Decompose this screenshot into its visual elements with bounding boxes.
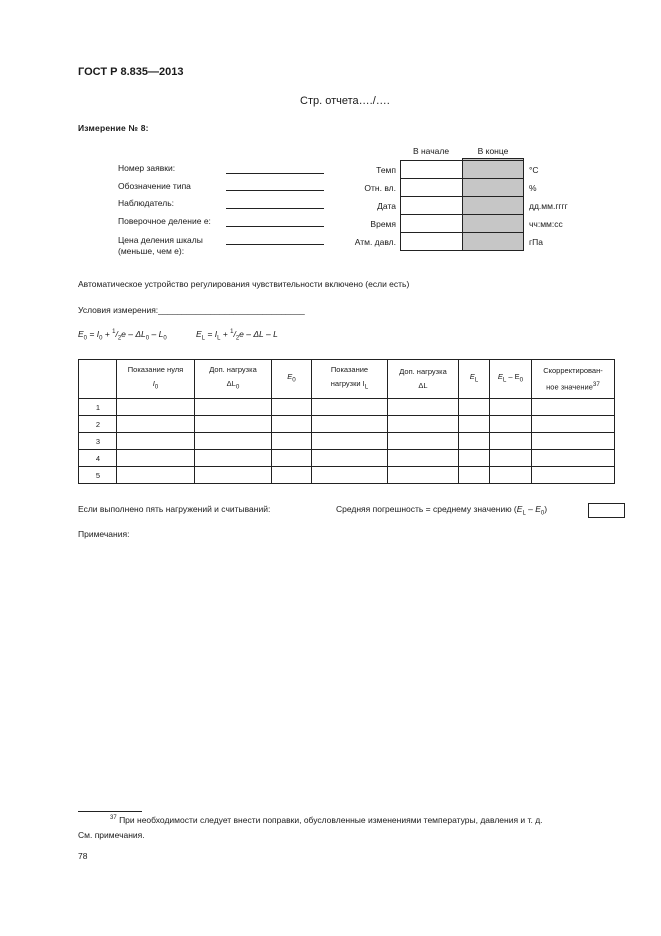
mean-error-box[interactable]	[588, 503, 625, 518]
measurement-title: Измерение № 8:	[78, 123, 149, 133]
cond-label-pressure: Атм. давл.	[354, 237, 396, 247]
field-line-request-number[interactable]	[226, 173, 324, 174]
cond-cell-pressure-start[interactable]	[400, 232, 463, 251]
table-cell[interactable]	[117, 467, 195, 484]
field-label-request-number: Номер заявки:	[118, 163, 176, 173]
table-cell[interactable]	[388, 467, 459, 484]
th-el-minus-e0: $E_L - E_0$	[490, 360, 532, 399]
table-row	[79, 450, 615, 467]
auto-device-text: Автоматическое устройство регулирования чувствительности включено (если есть)	[78, 279, 410, 289]
th-zero-reading: Показание нуля $I_0$	[117, 360, 195, 399]
row-number: 5	[79, 467, 117, 484]
table-cell[interactable]	[490, 399, 532, 416]
field-label-verification-interval: Поверочное деление e:	[118, 216, 211, 226]
cond-cell-date-end[interactable]	[462, 196, 524, 215]
table-cell[interactable]	[532, 416, 615, 433]
row-number: 4	[79, 450, 117, 467]
table-cell[interactable]	[532, 467, 615, 484]
table-cell[interactable]	[490, 416, 532, 433]
unit-humidity: %	[529, 183, 537, 193]
table-cell[interactable]	[532, 450, 615, 467]
report-page-ref: Стр. отчета…./….	[300, 95, 390, 107]
table-cell[interactable]	[459, 433, 490, 450]
table-cell[interactable]	[388, 416, 459, 433]
formula-el: $E_L = I_L + ^1/_2e - \Delta L - L$	[196, 329, 278, 342]
table-cell[interactable]	[117, 433, 195, 450]
th-corrected-value: Скорректирован- ное значение$^{37}$	[532, 360, 615, 399]
field-line-verification-interval[interactable]	[226, 226, 324, 227]
table-cell[interactable]	[459, 467, 490, 484]
th-e0: $E_0$	[272, 360, 312, 399]
table-cell[interactable]	[272, 399, 312, 416]
table-cell[interactable]	[490, 467, 532, 484]
footnote-divider	[78, 811, 142, 812]
table-cell[interactable]	[195, 399, 272, 416]
table-cell[interactable]	[195, 433, 272, 450]
table-cell[interactable]	[195, 416, 272, 433]
table-cell[interactable]	[490, 433, 532, 450]
th-extra-load-0: Доп. нагрузка $\Delta L_0$	[195, 360, 272, 399]
table-cell[interactable]	[459, 450, 490, 467]
table-cell[interactable]	[117, 450, 195, 467]
th-extra-load: Доп. нагрузка ΔL	[388, 360, 459, 399]
cond-cell-time-start[interactable]	[400, 214, 463, 233]
table-cell[interactable]	[312, 467, 388, 484]
table-cell[interactable]	[312, 399, 388, 416]
cond-cell-humidity-start[interactable]	[400, 178, 463, 197]
cond-cell-pressure-end[interactable]	[462, 232, 524, 251]
table-header-row	[79, 360, 615, 399]
table-cell[interactable]	[272, 433, 312, 450]
cond-label-date: Дата	[377, 201, 396, 211]
summary-five-loads: Если выполнено пять нагружений и считываний:	[78, 504, 271, 514]
row-number: 3	[79, 433, 117, 450]
table-row	[79, 416, 615, 433]
table-cell[interactable]	[388, 399, 459, 416]
footnote-text-2: См. примечания.	[78, 830, 145, 840]
field-label-type: Обозначение типа	[118, 181, 191, 191]
cond-label-temp: Темп	[376, 165, 396, 175]
cond-cell-temp-end[interactable]	[462, 160, 524, 179]
field-line-scale-interval[interactable]	[226, 244, 324, 245]
cond-label-humidity: Отн. вл.	[364, 183, 396, 193]
table-cell[interactable]	[459, 399, 490, 416]
table-cell[interactable]	[490, 450, 532, 467]
table-cell[interactable]	[272, 416, 312, 433]
table-cell[interactable]	[459, 416, 490, 433]
table-row	[79, 399, 615, 416]
col-head-start: В начале	[412, 146, 450, 156]
table-cell[interactable]	[117, 399, 195, 416]
table-cell[interactable]	[532, 433, 615, 450]
table-cell[interactable]	[195, 450, 272, 467]
table-row	[79, 433, 615, 450]
table-cell[interactable]	[195, 467, 272, 484]
field-line-type[interactable]	[226, 190, 324, 191]
cond-cell-temp-start[interactable]	[400, 160, 463, 179]
summary-mean-error: Средняя погрешность = среднему значению $(E_L - E_0)$	[336, 504, 548, 517]
unit-date: дд.мм.гггг	[529, 201, 568, 211]
table-cell[interactable]	[272, 467, 312, 484]
footnote-text: $^{37}$ При необходимости следует внести поправки, обусловленные изменениями температуры, давления и т. д.	[110, 815, 543, 825]
table-cell[interactable]	[117, 416, 195, 433]
table-cell[interactable]	[532, 399, 615, 416]
cond-cell-humidity-end[interactable]	[462, 178, 524, 197]
th-index	[79, 360, 117, 399]
cond-label-time: Время	[370, 219, 396, 229]
measurement-conditions-text: Условия измерения:_______________________________	[78, 305, 305, 315]
field-label-scale-interval-2: (меньше, чем e):	[118, 246, 185, 256]
row-number: 1	[79, 399, 117, 416]
cond-cell-date-start[interactable]	[400, 196, 463, 215]
field-label-observer: Наблюдатель:	[118, 198, 174, 208]
field-line-observer[interactable]	[226, 208, 324, 209]
measurement-table	[78, 359, 615, 484]
unit-pressure: гПа	[529, 237, 543, 247]
table-row	[79, 467, 615, 484]
table-cell[interactable]	[312, 450, 388, 467]
unit-time: чч:мм:сс	[529, 219, 563, 229]
notes-label: Примечания:	[78, 529, 130, 539]
page-number: 78	[78, 851, 88, 861]
table-cell[interactable]	[312, 433, 388, 450]
unit-temp: °С	[529, 165, 539, 175]
col-head-end: В конце	[477, 146, 509, 156]
cond-cell-time-end[interactable]	[462, 214, 524, 233]
formula-e0: $E_0 = I_0 + ^1/_2e - \Delta L_0 - L_0$	[78, 329, 167, 342]
table-cell[interactable]	[388, 450, 459, 467]
table-cell[interactable]	[312, 416, 388, 433]
row-number: 2	[79, 416, 117, 433]
standard-header: ГОСТ Р 8.835—2013	[78, 66, 184, 78]
table-cell[interactable]	[272, 450, 312, 467]
th-load-reading: Показание нагрузки $I_L$	[312, 360, 388, 399]
th-el: $E_L$	[459, 360, 490, 399]
field-label-scale-interval: Цена деления шкалы	[118, 235, 203, 245]
table-cell[interactable]	[388, 433, 459, 450]
